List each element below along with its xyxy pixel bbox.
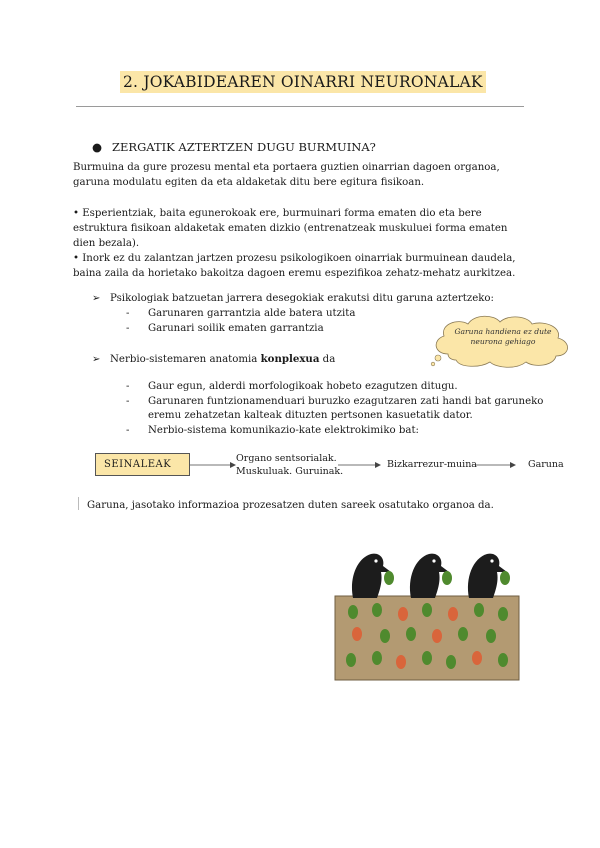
list-item: - Nerbio-sistema komunikazio-kate elektrokimiko bat:: [126, 425, 419, 436]
list-item-continuation: eremu zehatzetan kalteak dituzten pertsonen kasuetatik dator.: [148, 410, 473, 421]
paragraph-3: • Inork ez du zalantzan jartzen prozesu psikologikoen oinarriak burmuinean daudela, baina zaila da horietako bakoitza dagoen eremu espezifikoa zehatz-mehatz aurkitzea.: [73, 253, 516, 279]
crow-icon: [410, 554, 452, 598]
beetle-icon: [372, 651, 382, 665]
arrow-bullet-icon: ➢: [92, 293, 101, 304]
beetle-icon: [486, 629, 496, 643]
beetle-icon: [448, 607, 458, 621]
beetle-icon: [422, 603, 432, 617]
crow-icon: [468, 554, 510, 598]
beetle-icon: [346, 653, 356, 667]
brain-label: Garuna: [528, 459, 564, 470]
arrow-bullet-icon: ➢: [92, 354, 101, 365]
beetle-icon: [498, 653, 508, 667]
crow-icon: [352, 554, 394, 598]
beetle-icon: [422, 651, 432, 665]
beetle-icon: [380, 629, 390, 643]
beetle-icon: [432, 629, 442, 643]
beetle-icon: [472, 651, 482, 665]
list-item: - Garunaren funtzionamenduari buruzko ezagutzaren zati handi bat garuneko: [126, 396, 544, 407]
arrow-item-1: [92, 293, 494, 304]
arrow-item-2: ➢ Nerbio-sistemaren anatomia konplexua da: [92, 353, 336, 365]
spinal-cord-label: Bizkarrezur-muina: [387, 459, 477, 470]
beetle-icon: [352, 627, 362, 641]
beetle-icon: [398, 607, 408, 621]
beetle-icon: [348, 605, 358, 619]
list-item: - Garunari soilik ematen garrantzia: [126, 323, 324, 334]
beetle-icon: [372, 603, 382, 617]
signals-box: SEINALEAK: [95, 453, 190, 476]
beetle-icon: [396, 655, 406, 669]
beetle-icon: [474, 603, 484, 617]
paragraph-1: Burmuina da gure prozesu mental eta portaera guztien oinarrian dagoen organoa, garuna modulatu egiten da eta aldaketak ditu bere egitura fisikoan.: [73, 162, 500, 188]
beetle-icon: [446, 655, 456, 669]
list-item: - Gaur egun, alderdi morfologikoak hobeto ezagutzen ditugu.: [126, 381, 458, 392]
paragraph-2: • Esperientziak, baita egunerokoak ere, burmuinari forma ematen dio eta bere estruktura fisikoan aldaketak ematen dizkio (entrenatzeak muskuluei forma ematen dien bezala).: [73, 208, 508, 249]
final-sentence: Garuna, jasotako informazioa prozesatzen duten sareek osatutako organoa da.: [78, 497, 494, 511]
crows-beetles-illustration: [333, 548, 523, 682]
page-title: 2. JOKABIDEAREN OINARRI NEURONALAK: [120, 71, 486, 93]
organs-label-2: Muskuluak. Guruinak.: [236, 466, 344, 477]
organs-label-1: Organo sentsorialak.: [236, 453, 337, 464]
section-heading: [92, 140, 376, 154]
beetle-icon: [458, 627, 468, 641]
beetle-icon: [498, 607, 508, 621]
section-heading-text: ZERGATIK AZTERTZEN DUGU BURMUINA?: [112, 140, 376, 154]
beetle-icon: [406, 627, 416, 641]
bullet-icon: ●: [92, 140, 103, 154]
cloud-text: Garuna handiena ez dute neurona gehiago: [454, 327, 552, 346]
title-divider: [76, 106, 524, 107]
list-item: - Garunaren garrantzia alde batera utzita: [126, 308, 356, 319]
arrow-item-1-text: Psikologiak batzuetan jarrera desegokiak erakutsi ditu garuna aztertzeko:: [110, 293, 494, 304]
